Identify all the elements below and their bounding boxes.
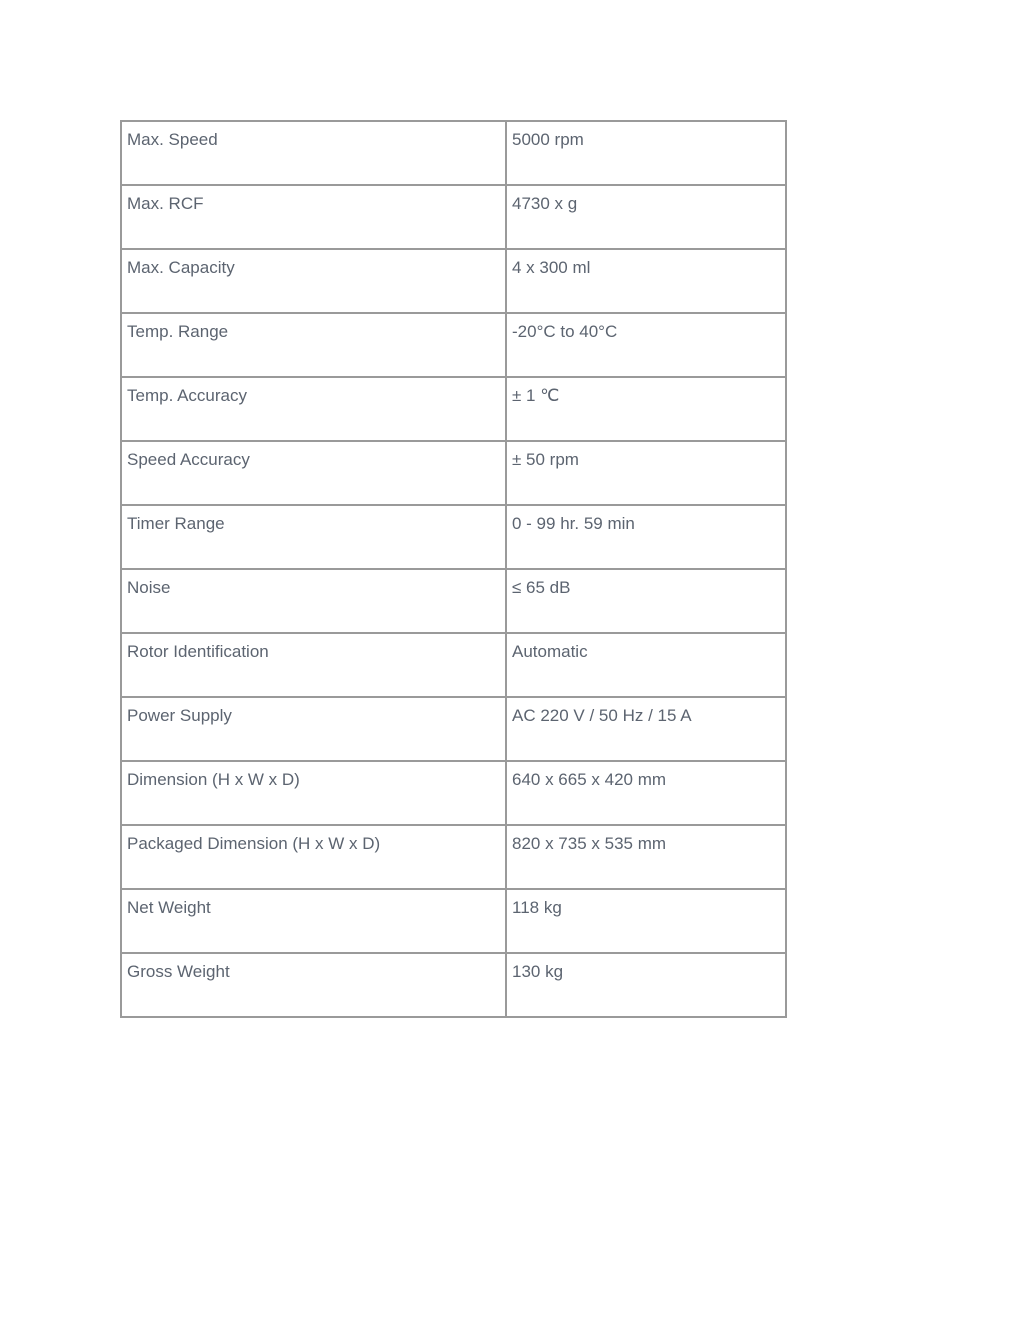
table-row: [121, 505, 786, 569]
spec-label: Gross Weight: [121, 953, 506, 1017]
spec-value: ≤ 65 dB: [506, 569, 786, 633]
table-row: [121, 953, 786, 1017]
spec-value: ± 50 rpm: [506, 441, 786, 505]
table-row: [121, 441, 786, 505]
spec-value: 4730 x g: [506, 185, 786, 249]
table-row: [121, 313, 786, 377]
table-row: [121, 185, 786, 249]
spec-label: Noise: [121, 569, 506, 633]
table-row: [121, 569, 786, 633]
spec-label: Dimension (H x W x D): [121, 761, 506, 825]
spec-value: ± 1 ℃: [506, 377, 786, 441]
table-row: [121, 249, 786, 313]
spec-label: Max. Capacity: [121, 249, 506, 313]
spec-value: 5000 rpm: [506, 121, 786, 185]
spec-value: AC 220 V / 50 Hz / 15 A: [506, 697, 786, 761]
spec-label: Max. Speed: [121, 121, 506, 185]
spec-value: -20°C to 40°C: [506, 313, 786, 377]
table-row: [121, 121, 786, 185]
table-row: [121, 761, 786, 825]
table-row: [121, 377, 786, 441]
table-row: [121, 697, 786, 761]
spec-value: 820 x 735 x 535 mm: [506, 825, 786, 889]
spec-value: 640 x 665 x 420 mm: [506, 761, 786, 825]
spec-label: Max. RCF: [121, 185, 506, 249]
table-row: [121, 633, 786, 697]
spec-label: Speed Accuracy: [121, 441, 506, 505]
spec-value: 0 - 99 hr. 59 min: [506, 505, 786, 569]
spec-value: Automatic: [506, 633, 786, 697]
spec-value: 4 x 300 ml: [506, 249, 786, 313]
spec-label: Temp. Accuracy: [121, 377, 506, 441]
spec-label: Net Weight: [121, 889, 506, 953]
spec-label: Timer Range: [121, 505, 506, 569]
spec-value: 118 kg: [506, 889, 786, 953]
specifications-table: [120, 120, 787, 1018]
spec-label: Power Supply: [121, 697, 506, 761]
spec-label: Temp. Range: [121, 313, 506, 377]
table-row: [121, 889, 786, 953]
specifications-table-body: [121, 121, 786, 1017]
spec-label: Rotor Identification: [121, 633, 506, 697]
spec-label: Packaged Dimension (H x W x D): [121, 825, 506, 889]
spec-value: 130 kg: [506, 953, 786, 1017]
table-row: [121, 825, 786, 889]
